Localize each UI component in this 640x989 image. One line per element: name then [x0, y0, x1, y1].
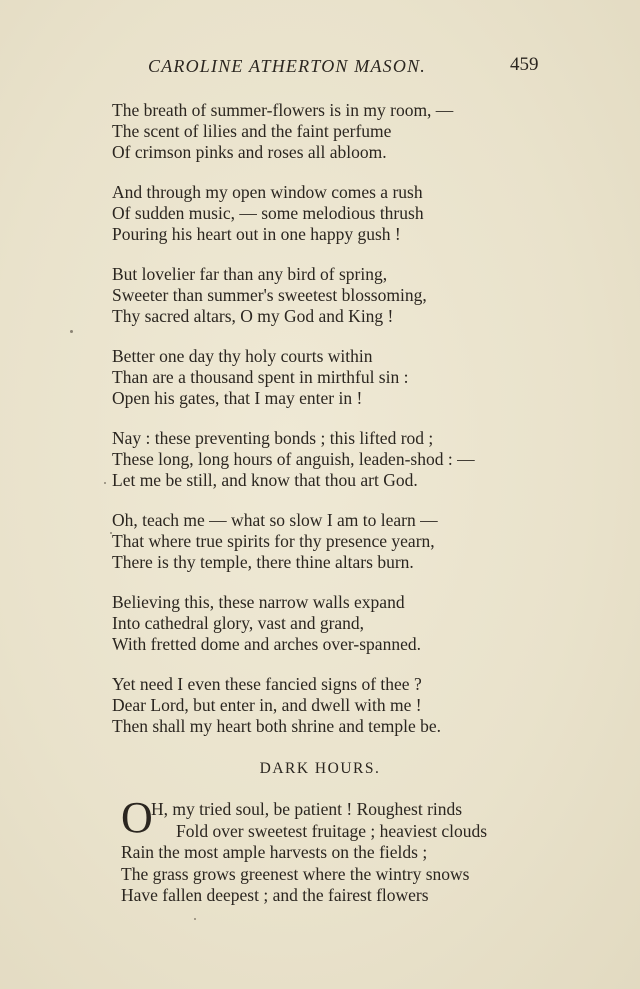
poem-line: Than are a thousand spent in mirthful sin : — [112, 367, 409, 387]
poem-line: The grass grows greenest where the wintry snows — [121, 863, 470, 884]
poem-line: Believing this, these narrow walls expand — [112, 592, 405, 612]
page-number: 459 — [510, 54, 539, 75]
poem-line: But lovelier far than any bird of spring, — [112, 264, 388, 284]
poem-line: Nay : these preventing bonds ; this lifted rod ; — [112, 428, 434, 448]
poem-line: And through my open window comes a rush — [112, 182, 423, 202]
stanza — [112, 428, 552, 491]
poem-line: Of crimson pinks and roses all abloom. — [112, 142, 387, 162]
poem-line: Rain the most ample harvests on the fields ; — [121, 842, 428, 862]
poem-line: That where true spirits for thy presence yearn, — [112, 531, 435, 551]
poem-line: Oh, teach me — what so slow I am to learn — — [112, 510, 438, 530]
poem-line: Sweeter than summer's sweetest blossoming, — [112, 285, 427, 305]
poem-line: These long, long hours of anguish, leaden-shod : — — [112, 449, 475, 469]
stanza — [112, 674, 552, 737]
paper-speck — [70, 330, 73, 333]
poem-line: Into cathedral glory, vast and grand, — [112, 613, 365, 633]
poem-line: Yet need I even these fancied signs of thee ? — [112, 674, 422, 694]
poem-body — [112, 100, 552, 756]
poem-line: Open his gates, that I may enter in ! — [112, 388, 363, 408]
poem-line: Then shall my heart both shrine and temple be. — [112, 716, 442, 736]
paper-speck — [110, 532, 112, 534]
poem-dark-hours — [121, 793, 561, 907]
section-title: DARK HOURS. — [259, 760, 381, 777]
running-title: CAROLINE ATHERTON MASON. — [148, 56, 426, 76]
poem-line: Thy sacred altars, O my God and King ! — [112, 306, 394, 326]
poem-line: Dear Lord, but enter in, and dwell with me ! — [112, 695, 422, 715]
stanza — [112, 264, 552, 327]
stanza — [112, 182, 552, 245]
poem-line: H, my tried soul, be patient ! Roughest rinds — [151, 799, 463, 819]
stanza — [112, 592, 552, 655]
poem-line: The scent of lilies and the faint perfume — [112, 121, 392, 141]
poem-line: With fretted dome and arches over-spanned. — [112, 634, 421, 654]
stanza — [112, 346, 552, 409]
drop-cap: O — [121, 793, 153, 842]
poem-line: There is thy temple, there thine altars burn. — [112, 552, 414, 572]
poem-line: Better one day thy holy courts within — [112, 346, 373, 366]
paper-speck — [194, 918, 196, 920]
poem-line: Let me be still, and know that thou art God. — [112, 470, 418, 490]
stanza — [112, 510, 552, 573]
poem-line: The breath of summer-flowers is in my room, — — [112, 100, 454, 120]
running-head — [0, 56, 640, 80]
stanza — [112, 100, 552, 163]
poem-line: Fold over sweetest fruitage ; heaviest clouds — [176, 820, 488, 841]
poem-line: Pouring his heart out in one happy gush ! — [112, 224, 401, 244]
paper-speck — [104, 482, 106, 484]
poem-line: Of sudden music, — some melodious thrush — [112, 203, 424, 223]
poem-line: Have fallen deepest ; and the fairest flowers — [121, 885, 429, 905]
